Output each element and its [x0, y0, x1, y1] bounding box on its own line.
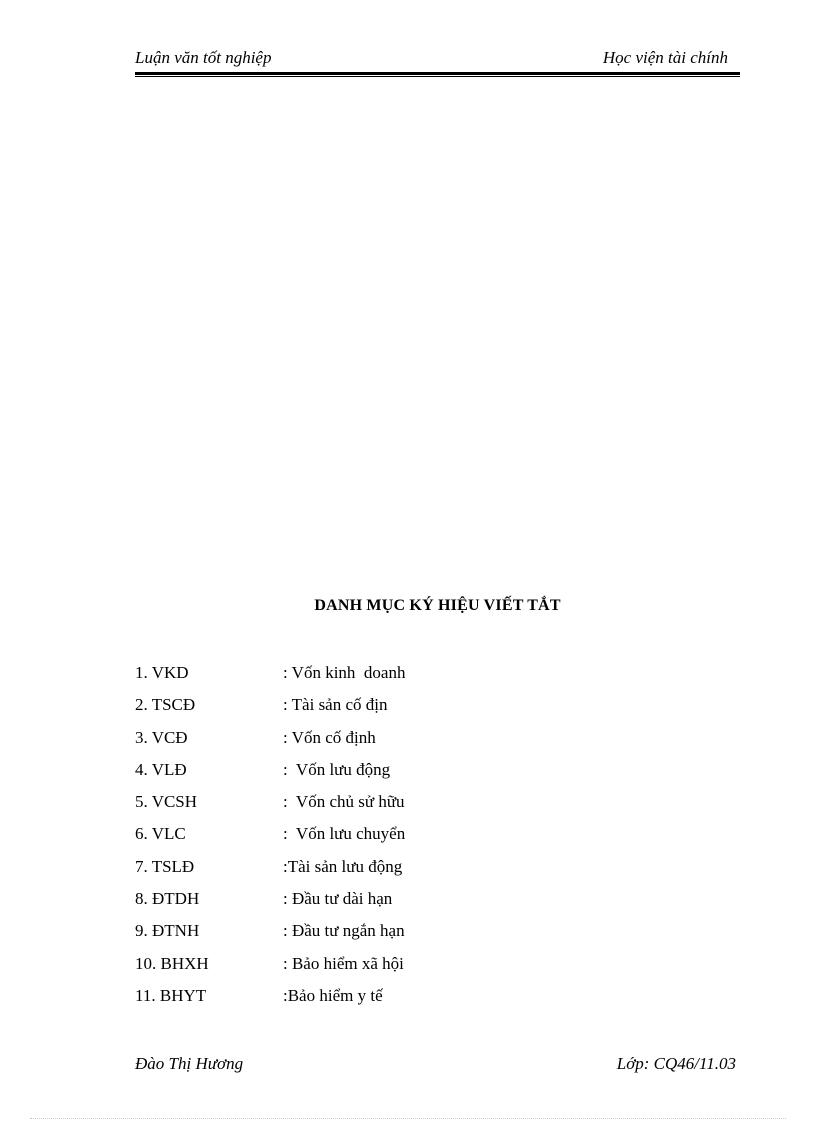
abbreviation-definition: : Vốn lưu động: [283, 759, 391, 779]
page-bottom-edge: [30, 1118, 786, 1119]
abbreviation-code: 2. TSCĐ: [135, 695, 196, 715]
list-item: [135, 791, 635, 823]
list-item: [135, 953, 635, 985]
abbreviation-code: 3. VCĐ: [135, 727, 188, 747]
abbreviation-list: [135, 662, 635, 1017]
abbreviation-definition: :Bảo hiểm y tế: [283, 985, 383, 1005]
abbreviation-code: 4. VLĐ: [135, 759, 187, 779]
page-header: [135, 48, 740, 70]
abbreviation-code: 7. TSLĐ: [135, 856, 195, 876]
abbreviation-definition: : Vốn chủ sử hữu: [283, 792, 405, 812]
list-item: [135, 920, 635, 952]
abbreviation-code: 9. ĐTNH: [135, 921, 200, 941]
page-title: DANH MỤC KÝ HIỆU VIẾT TẮT: [314, 597, 561, 614]
list-item: [135, 694, 635, 726]
footer-class-code: Lớp: CQ46/11.03: [616, 1054, 736, 1073]
abbreviation-definition: : Vốn lưu chuyển: [283, 824, 406, 844]
abbreviation-code: 11. BHYT: [135, 985, 207, 1005]
list-item: [135, 823, 635, 855]
list-item: [135, 759, 635, 791]
header-thesis-label: Luận văn tốt nghiệp: [135, 48, 272, 67]
header-institution-label: Học viện tài chính: [602, 48, 728, 67]
list-item: [135, 856, 635, 888]
abbreviation-code: 1. VKD: [135, 663, 189, 682]
page-footer: [135, 1054, 740, 1076]
abbreviation-definition: : Vốn cố định: [283, 727, 376, 747]
abbreviation-definition: : Đầu tư ngắn hạn: [283, 921, 405, 941]
abbreviation-code: 10. BHXH: [135, 953, 209, 973]
abbreviation-definition: : Bảo hiểm xã hội: [283, 953, 404, 973]
abbreviation-definition: : Đầu tư dài hạn: [283, 889, 393, 909]
abbreviation-definition: : Tài sản cố địn: [283, 695, 388, 715]
abbreviation-definition: :Tài sản lưu động: [283, 856, 403, 876]
list-item: [135, 888, 635, 920]
list-item: [135, 662, 635, 694]
list-item: [135, 727, 635, 759]
abbreviation-definition: : Vốn kinh doanh: [283, 663, 406, 682]
abbreviation-code: 5. VCSH: [135, 792, 198, 812]
header-rule-thin: [135, 76, 740, 77]
header-rule-thick: [135, 72, 740, 75]
abbreviation-code: 6. VLC: [135, 824, 186, 844]
footer-author-name: Đào Thị Hương: [135, 1054, 244, 1073]
abbreviation-code: 8. ĐTDH: [135, 889, 200, 909]
list-item: [135, 985, 635, 1017]
